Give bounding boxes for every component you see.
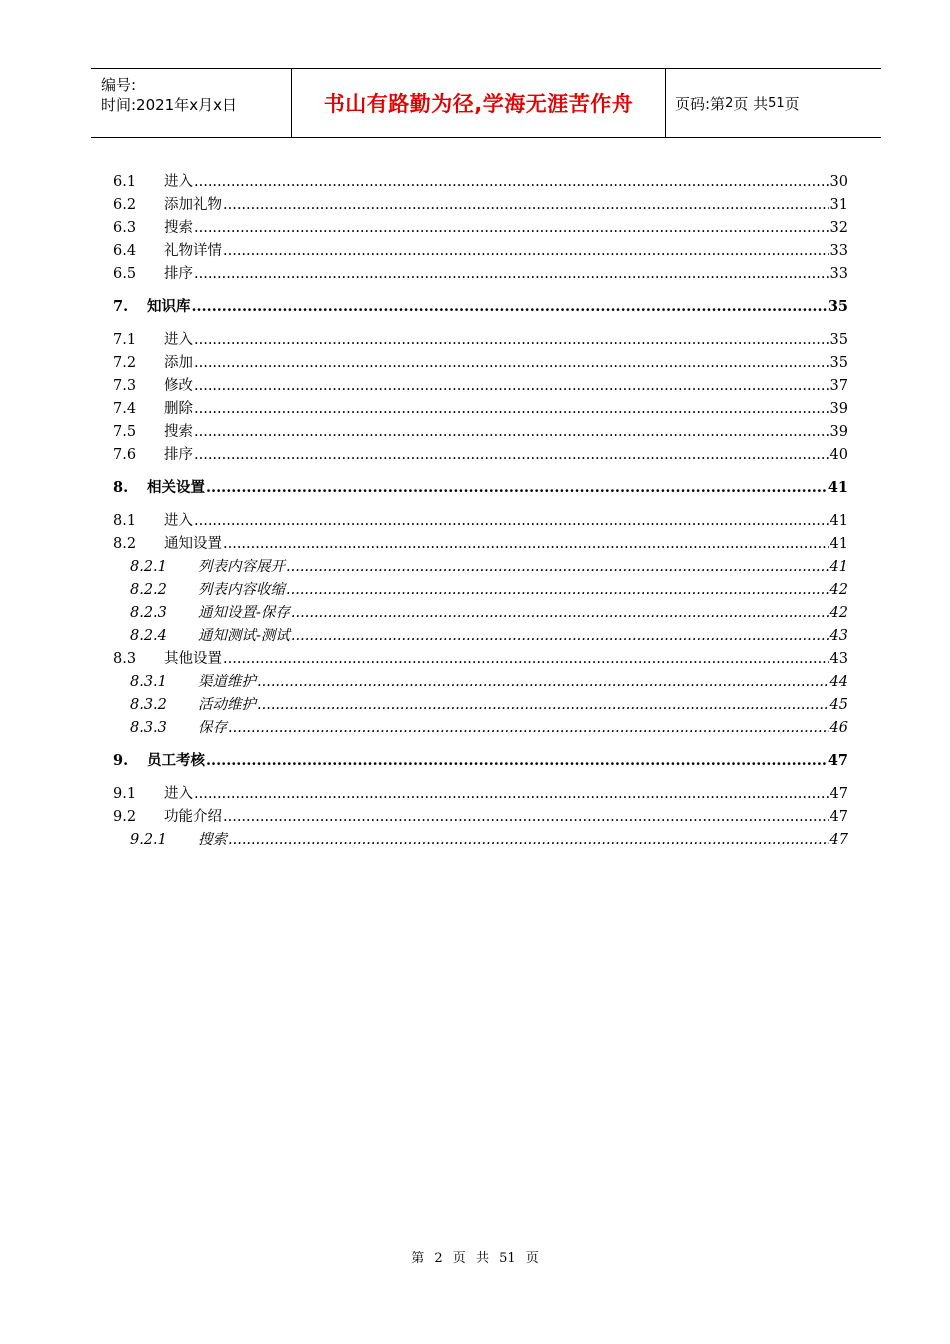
- toc-entry[interactable]: [113, 374, 848, 397]
- toc-entry-title: 列表内容收缩: [198, 582, 285, 598]
- toc-entry[interactable]: [113, 420, 848, 443]
- toc-entry-number: 8.1: [113, 513, 137, 529]
- toc-entry-page: 42: [829, 582, 848, 598]
- toc-entry-page: 41: [829, 536, 848, 552]
- toc-entry-title: 排序: [164, 447, 193, 463]
- toc-dot-leader: [257, 674, 829, 690]
- toc-entry-page: 32: [829, 220, 848, 236]
- toc-dot-leader: [194, 786, 829, 802]
- toc-entry-number: 7.: [113, 298, 129, 315]
- toc-entry-title: 添加礼物: [164, 197, 222, 213]
- toc-entry-title: 功能介绍: [164, 809, 222, 825]
- toc-entry-number: 6.2: [113, 197, 137, 213]
- toc-entry-title: 通知设置: [164, 536, 222, 552]
- toc-entry-title: 礼物详情: [164, 243, 222, 259]
- header-motto: 书山有路勤为径,学海无涯苦作舟: [323, 92, 634, 116]
- toc-entry-title: 知识库: [147, 298, 191, 315]
- toc-entry-number: 8.2.4: [130, 628, 167, 644]
- header-page-info: [675, 69, 800, 137]
- toc-entry-page: 35: [829, 332, 848, 348]
- toc-entry-title: 相关设置: [147, 479, 205, 496]
- toc-entry-title: 员工考核: [147, 752, 205, 769]
- toc-entry-title: 活动维护: [198, 697, 256, 713]
- toc-entry-number: 7.4: [113, 401, 137, 417]
- time-label: 时间:2021年x月x日: [101, 96, 237, 114]
- toc-entry-title: 通知设置-保存: [198, 605, 290, 621]
- toc-dot-leader: [194, 332, 829, 348]
- toc-entry[interactable]: [113, 782, 848, 805]
- toc-entry-title: 进入: [164, 786, 193, 802]
- toc-entry-page: 47: [829, 832, 848, 848]
- toc-entry-title: 修改: [164, 378, 193, 394]
- toc-dot-leader: [194, 378, 829, 394]
- toc-entry-page: 43: [829, 628, 848, 644]
- toc-entry-page: 39: [829, 424, 848, 440]
- toc-entry[interactable]: [113, 647, 848, 670]
- toc-entry-page: 39: [829, 401, 848, 417]
- toc-entry-number: 9.: [113, 752, 129, 769]
- toc-entry[interactable]: [113, 716, 848, 739]
- toc-entry-number: 8.3.2: [130, 697, 167, 713]
- toc-entry-title: 渠道维护: [198, 674, 256, 690]
- footer-word: 第: [411, 1251, 425, 1266]
- toc-entry-number: 6.1: [113, 174, 137, 190]
- toc-dot-leader: [228, 832, 829, 848]
- toc-entry[interactable]: [113, 578, 848, 601]
- toc-dot-leader: [194, 513, 829, 529]
- toc-entry[interactable]: [113, 351, 848, 374]
- toc-entry-number: 8.2.3: [130, 605, 167, 621]
- toc-entry-title: 通知测试-测试: [198, 628, 290, 644]
- page-footer: [0, 1247, 950, 1266]
- toc-entry-number: 8.2.1: [130, 559, 167, 575]
- toc-dot-leader: [286, 559, 829, 575]
- toc-entry[interactable]: [113, 476, 848, 499]
- toc-entry[interactable]: [113, 295, 848, 318]
- toc-dot-leader: [223, 809, 829, 825]
- toc-entry[interactable]: [113, 670, 848, 693]
- toc-entry[interactable]: [113, 828, 848, 851]
- toc-entry-title: 搜索: [198, 832, 227, 848]
- toc-entry-title: 添加: [164, 355, 193, 371]
- toc-entry-number: 9.1: [113, 786, 137, 802]
- toc-entry[interactable]: [113, 262, 848, 285]
- toc-entry-page: 41: [829, 513, 848, 529]
- toc-entry[interactable]: [113, 443, 848, 466]
- toc-entry-page: 33: [829, 243, 848, 259]
- toc-entry[interactable]: [113, 601, 848, 624]
- footer-total-pages: 51: [499, 1251, 516, 1266]
- toc-entry-number: 7.5: [113, 424, 137, 440]
- footer-word: 共: [475, 1251, 489, 1266]
- toc-entry-page: 41: [827, 479, 848, 496]
- toc-dot-leader: [194, 355, 829, 371]
- toc-entry[interactable]: [113, 328, 848, 351]
- page-total: 51: [768, 95, 785, 111]
- toc-entry-number: 8.2: [113, 536, 137, 552]
- toc-dot-leader: [286, 582, 829, 598]
- toc-entry[interactable]: [113, 193, 848, 216]
- toc-dot-leader: [291, 605, 829, 621]
- toc-dot-leader: [194, 401, 829, 417]
- toc-entry-number: 7.3: [113, 378, 137, 394]
- toc-entry[interactable]: [113, 239, 848, 262]
- toc-dot-leader: [257, 697, 829, 713]
- toc-entry-title: 搜索: [164, 424, 193, 440]
- page-prefix: 页码:第: [675, 94, 726, 113]
- toc-entry-title: 搜索: [164, 220, 193, 236]
- toc-dot-leader: [223, 197, 829, 213]
- page-header: [91, 68, 881, 138]
- toc-dot-leader: [206, 479, 827, 496]
- toc-entry[interactable]: [113, 170, 848, 193]
- toc-entry-title: 其他设置: [164, 651, 222, 667]
- toc-entry[interactable]: [113, 693, 848, 716]
- toc-entry-page: 47: [827, 752, 848, 769]
- toc-entry-page: 37: [829, 378, 848, 394]
- toc-entry-page: 44: [829, 674, 848, 690]
- table-of-contents: [113, 170, 848, 851]
- toc-entry[interactable]: [113, 509, 848, 532]
- toc-dot-leader: [223, 651, 829, 667]
- toc-entry[interactable]: [113, 749, 848, 772]
- header-divider: [665, 69, 666, 137]
- toc-entry-number: 6.5: [113, 266, 137, 282]
- toc-entry-page: 47: [829, 809, 848, 825]
- toc-entry-title: 保存: [198, 720, 227, 736]
- footer-current-page: 2: [434, 1251, 443, 1266]
- toc-dot-leader: [194, 174, 829, 190]
- toc-entry-page: 47: [829, 786, 848, 802]
- toc-dot-leader: [192, 298, 827, 315]
- toc-dot-leader: [194, 447, 829, 463]
- toc-entry[interactable]: [113, 532, 848, 555]
- toc-entry-page: 35: [827, 298, 848, 315]
- toc-dot-leader: [194, 424, 829, 440]
- toc-dot-leader: [206, 752, 827, 769]
- toc-entry-title: 删除: [164, 401, 193, 417]
- toc-entry-page: 41: [829, 559, 848, 575]
- toc-entry-page: 42: [829, 605, 848, 621]
- toc-entry[interactable]: [113, 805, 848, 828]
- toc-entry-number: 8.: [113, 479, 129, 496]
- toc-dot-leader: [228, 720, 829, 736]
- toc-entry-title: 排序: [164, 266, 193, 282]
- page-mid: 页 共: [733, 94, 769, 113]
- toc-entry[interactable]: [113, 397, 848, 420]
- toc-dot-leader: [223, 243, 829, 259]
- toc-entry-number: 9.2.1: [130, 832, 167, 848]
- toc-entry-number: 9.2: [113, 809, 137, 825]
- toc-entry-number: 8.3: [113, 651, 137, 667]
- toc-entry-page: 45: [829, 697, 848, 713]
- toc-entry-number: 7.1: [113, 332, 137, 348]
- toc-entry-title: 进入: [164, 332, 193, 348]
- toc-entry-title: 进入: [164, 174, 193, 190]
- toc-entry-number: 7.6: [113, 447, 137, 463]
- number-label: 编号:: [101, 76, 137, 94]
- toc-entry-title: 列表内容展开: [198, 559, 285, 575]
- footer-word: 页: [452, 1251, 466, 1266]
- toc-entry-page: 35: [829, 355, 848, 371]
- toc-entry-title: 进入: [164, 513, 193, 529]
- toc-entry-number: 8.3.1: [130, 674, 167, 690]
- toc-entry[interactable]: [113, 555, 848, 578]
- toc-entry-page: 30: [829, 174, 848, 190]
- toc-entry[interactable]: [113, 624, 848, 647]
- toc-entry-number: 6.4: [113, 243, 137, 259]
- toc-entry-page: 33: [829, 266, 848, 282]
- toc-dot-leader: [291, 628, 829, 644]
- page-current: 2: [725, 95, 734, 111]
- header-meta: [101, 75, 237, 115]
- toc-entry-page: 43: [829, 651, 848, 667]
- toc-dot-leader: [223, 536, 829, 552]
- toc-entry[interactable]: [113, 216, 848, 239]
- toc-dot-leader: [194, 220, 829, 236]
- toc-entry-page: 46: [829, 720, 848, 736]
- toc-entry-page: 40: [829, 447, 848, 463]
- toc-entry-page: 31: [829, 197, 848, 213]
- toc-dot-leader: [194, 266, 829, 282]
- toc-entry-number: 7.2: [113, 355, 137, 371]
- toc-entry-number: 8.2.2: [130, 582, 167, 598]
- page-suffix: 页: [784, 94, 800, 113]
- toc-entry-number: 8.3.3: [130, 720, 167, 736]
- footer-word: 页: [525, 1251, 539, 1266]
- toc-entry-number: 6.3: [113, 220, 137, 236]
